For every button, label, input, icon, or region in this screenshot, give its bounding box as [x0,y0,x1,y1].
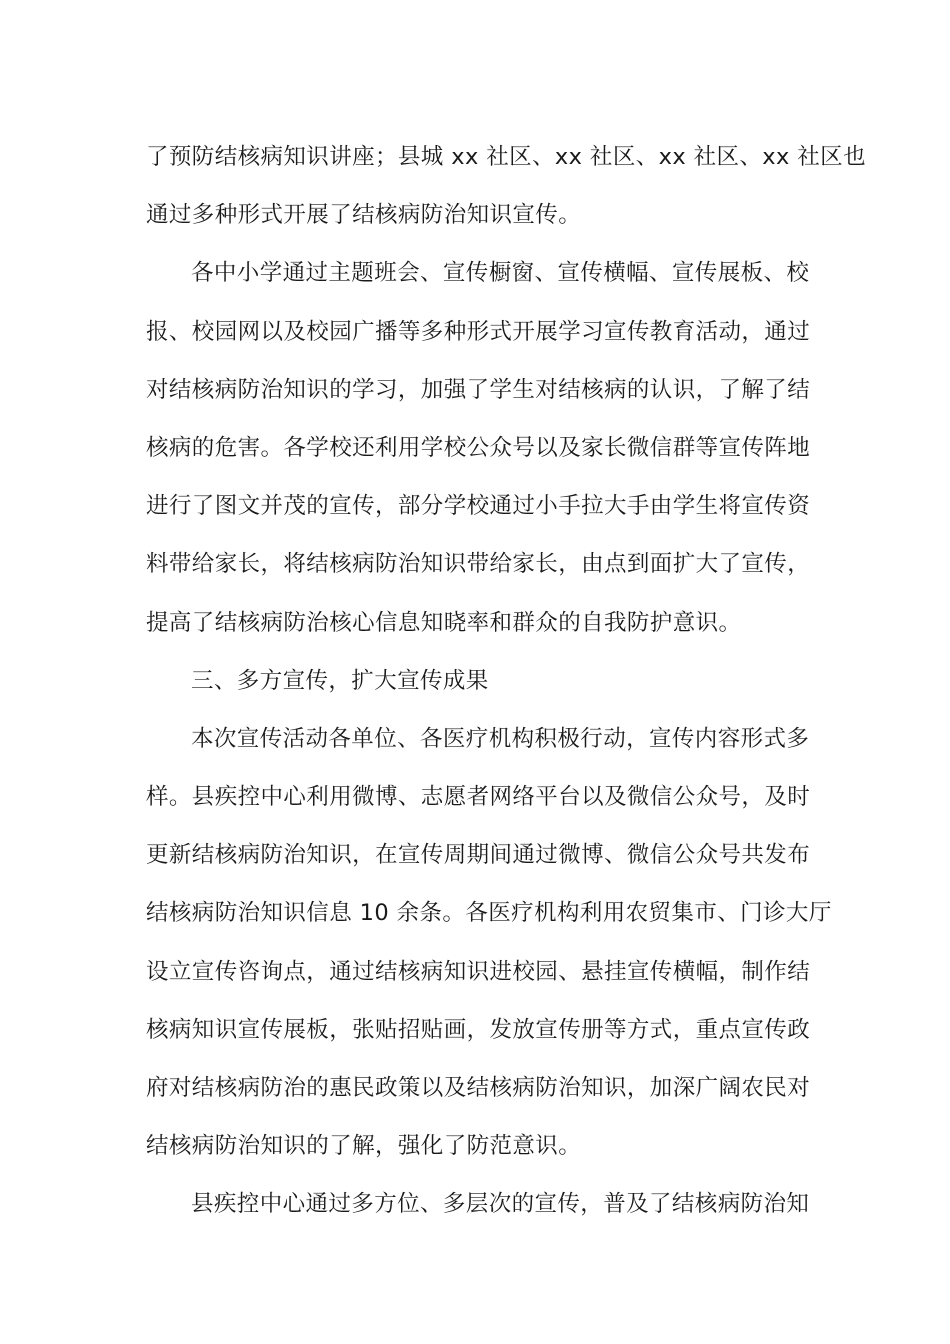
text-line: 样。县疾控中心利用微博、志愿者网络平台以及微信公众号，及时 [146,784,811,811]
text-line: 核病的危害。各学校还利用学校公众号以及家长微信群等宣传阵地 [146,434,811,461]
body-text [146,128,866,1234]
text-line: 通过多种形式开展了结核病防治知识宣传。 [146,202,582,229]
text-line: 了预防结核病知识讲座；县城 xx 社区、xx 社区、xx 社区、xx 社区也 [146,144,866,170]
text-line: 府对结核病防治的惠民政策以及结核病防治知识，加深广阔农民对 [146,1075,811,1101]
text-line: 进行了图文并茂的宣传，部分学校通过小手拉大手由学生将宣传资 [146,493,811,520]
text-line: 对结核病防治知识的学习，加强了学生对结核病的认识，了解了结 [146,376,811,403]
paragraph-start-line: 县疾控中心通过多方位、多层次的宣传，普及了结核病防治知 [191,1191,810,1218]
text-line: 提高了结核病防治核心信息知晓率和群众的自我防护意识。 [146,609,742,636]
text-line: 更新结核病防治知识，在宣传周期间通过微博、微信公众号共发布 [146,842,811,869]
paragraph-start-line: 本次宣传活动各单位、各医疗机构积极行动，宣传内容形式多 [191,725,810,752]
text-line: 结核病防治知识的了解，强化了防范意识。 [146,1133,582,1160]
text-line: 设立宣传咨询点，通过结核病知识进校园、悬挂宣传横幅，制作结 [146,958,811,985]
paragraph-start-line: 各中小学通过主题班会、宣传橱窗、宣传横幅、宣传展板、校 [191,260,810,287]
text-line: 核病知识宣传展板，张贴招贴画，发放宣传册等方式，重点宣传政 [146,1016,811,1043]
section-heading: 三、多方宣传，扩大宣传成果 [191,667,489,694]
text-line: 料带给家长，将结核病防治知识带给家长，由点到面扩大了宣传， [146,551,811,578]
text-line: 报、校园网以及校园广播等多种形式开展学习宣传教育活动，通过 [146,318,811,345]
text-line: 结核病防治知识信息 10 余条。各医疗机构利用农贸集市、门诊大厅 [146,900,832,927]
